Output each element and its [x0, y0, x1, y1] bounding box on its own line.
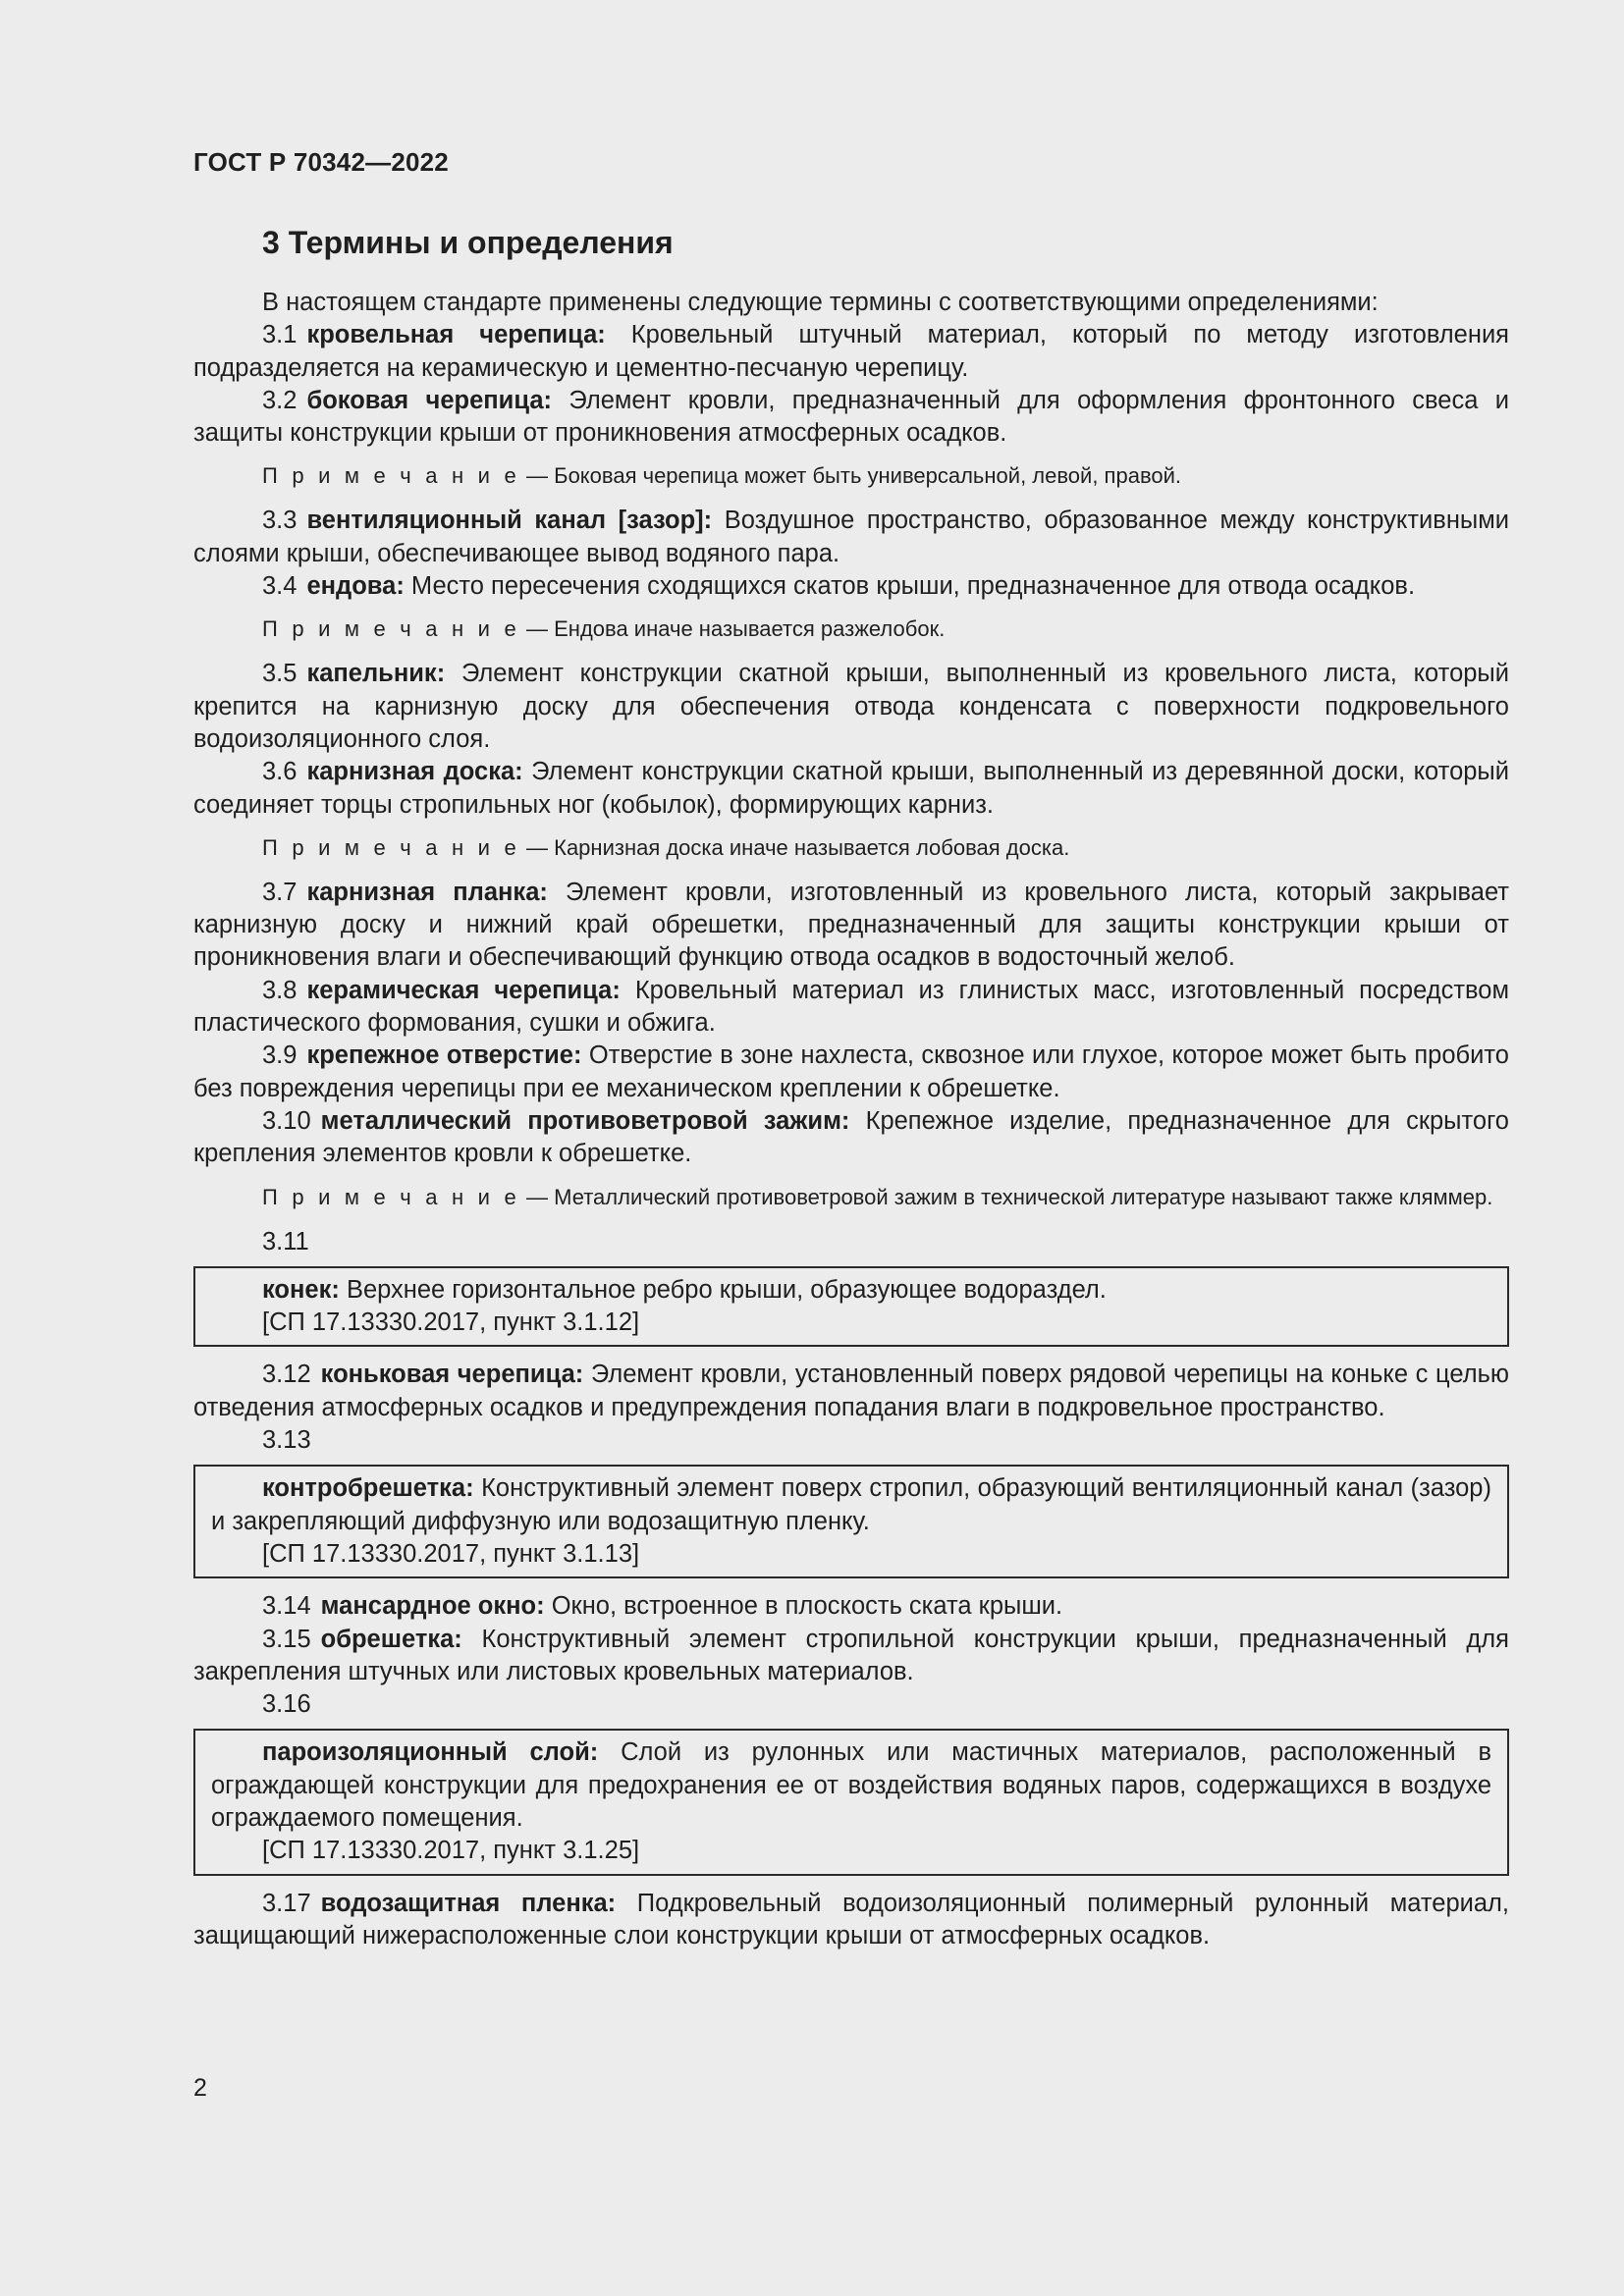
term-number: 3.17 — [262, 1889, 311, 1917]
term-number: 3.7 — [262, 878, 298, 906]
quoted-term-box — [193, 1729, 1509, 1875]
term-definition: Кровельный материал из глинистых масс, изготовленный посредством пластического формования, сушки и обжига. — [193, 976, 1509, 1038]
intro-paragraph: В настоящем стандарте применены следующие термины с соответствующими определениями: — [262, 289, 1379, 316]
term-definition: Место пересечения сходящихся скатов крыши, предназначенное для отвода осадков. — [410, 572, 1416, 601]
note — [193, 1182, 1509, 1212]
term-entry — [193, 756, 1509, 822]
term-number: 3.8 — [262, 976, 298, 1004]
term-name: карнизная планка: — [306, 878, 548, 906]
term-name: кровельная черепица: — [306, 321, 606, 349]
term-entry — [193, 1040, 1509, 1105]
term-number: 3.3 — [262, 507, 298, 535]
term-definition: Элемент кровли, изготовленный из кровельного листа, который закрывает карнизную доску и нижний край обрешетки, предназначенный для защиты конструкции крыши от проникновения влаги и обеспечивающий функцию отвода осадков в водосточный желоб. — [193, 878, 1509, 972]
term-number: 3.2 — [262, 386, 298, 414]
term-number: 3.1 — [262, 321, 298, 349]
term-number: 3.10 — [262, 1106, 311, 1135]
term-name: контробрешетка: — [262, 1474, 474, 1503]
term-definition: Элемент конструкции скатной крыши, выполненный из кровельного листа, который крепится на карнизную доску для обеспечения отвода конденсата с поверхности подкровельного водоизоляционного слоя. — [193, 660, 1510, 753]
term-name: вентиляционный канал [зазор]: — [306, 507, 713, 535]
note — [193, 460, 1509, 491]
term-name: конек: — [262, 1275, 340, 1304]
term-entry — [211, 1472, 1491, 1538]
term-name: металлический противоветровой зажим: — [320, 1106, 850, 1135]
note-text: — Карнизная доска иначе называется лобовая доска. — [526, 834, 1070, 860]
term-entry — [193, 1624, 1509, 1689]
term-entry — [193, 1590, 1509, 1623]
term-entry — [193, 877, 1509, 975]
term-entry — [193, 505, 1509, 570]
term-definition: Элемент кровли, установленный поверх рядовой черепицы на коньке с целью отведения атмосферных осадков и предупреждения попадания влаги в подкровельное пространство. — [193, 1361, 1510, 1421]
term-source: [СП 17.13330.2017, пункт 3.1.25] — [262, 1837, 640, 1865]
term-entry — [193, 1888, 1509, 1953]
term-entry — [211, 1736, 1491, 1835]
term-name: боковая черепица: — [306, 386, 553, 414]
term-definition: Кровельный штучный материал, который по методу изготовления подразделяется на керамическую и цементно-песчаную черепицу. — [193, 321, 1509, 382]
term-entry — [193, 1105, 1509, 1171]
note-text: — Ендова иначе называется разжелобок. — [526, 616, 946, 642]
term-number: 3.13 — [262, 1426, 311, 1455]
term-number: 3.16 — [262, 1690, 311, 1719]
term-name: коньковая черепица: — [320, 1361, 584, 1389]
term-name: пароизоляционный слой: — [262, 1738, 599, 1767]
term-number: 3.5 — [262, 660, 298, 688]
term-entry — [193, 1359, 1509, 1424]
term-definition: Элемент конструкции скатной крыши, выполненный из деревянной доски, который соединяет торцы стропильных ног (кобылок), формирующих карниз. — [193, 758, 1510, 819]
term-name: обрешетка: — [320, 1625, 462, 1653]
term-name: керамическая черепица: — [306, 976, 621, 1004]
term-entry — [193, 570, 1509, 603]
note — [193, 614, 1509, 644]
term-name: крепежное отверстие: — [306, 1041, 582, 1070]
note-label: П р и м е ч а н и е — [262, 616, 520, 642]
term-name: ендова: — [306, 572, 405, 601]
section-title: 3 Термины и определения — [262, 225, 674, 260]
term-number: 3.15 — [262, 1625, 311, 1653]
term-entry — [193, 385, 1509, 451]
term-entry — [211, 1274, 1491, 1307]
term-definition: Воздушное пространство, образованное между конструктивными слоями крыши, обеспечивающее вывод водяного пара. — [193, 507, 1510, 567]
term-definition: Конструктивный элемент стропильной конструкции крыши, предназначенный для закрепления штучных или листовых кровельных материалов. — [193, 1625, 1509, 1685]
term-definition: Окно, встроенное в плоскость ската крыши. — [551, 1592, 1063, 1621]
document-page — [193, 0, 1509, 2296]
note-label: П р и м е ч а н и е — [262, 1184, 520, 1209]
note-text: — Боковая черепица может быть универсальной, левой, правой. — [526, 463, 1182, 489]
term-number: 3.4 — [262, 572, 298, 601]
term-source: [СП 17.13330.2017, пункт 3.1.13] — [262, 1539, 640, 1568]
term-name: мансардное окно: — [320, 1592, 545, 1621]
document-header: ГОСТ Р 70342—2022 — [193, 147, 449, 177]
term-number: 3.11 — [262, 1227, 309, 1255]
document-body — [193, 287, 1509, 1952]
term-name: карнизная доска: — [306, 758, 523, 786]
term-number: 3.6 — [262, 758, 298, 786]
page-number: 2 — [193, 2074, 207, 2102]
term-definition: Элемент кровли, предназначенный для оформления фронтонного свеса и защиты конструкции крыши от проникновения атмосферных осадков. — [193, 386, 1509, 448]
term-definition: Слой из рулонных или мастичных материалов, расположенный в ограждающей конструкции для предохранения ее от воздействия водяных паров, содержащихся в воздухе ограждаемого помещения. — [211, 1738, 1491, 1832]
term-source: [СП 17.13330.2017, пункт 3.1.12] — [262, 1308, 640, 1337]
term-entry — [193, 319, 1509, 385]
term-number: 3.9 — [262, 1041, 298, 1070]
term-definition: Отверстие в зоне нахлеста, сквозное или глухое, которое может быть пробито без повреждения черепицы при ее механическом креплении к обрешетке. — [193, 1041, 1509, 1102]
note-text: — Металлический противоветровой зажим в технической литературе называют также кляммер. — [526, 1184, 1493, 1209]
term-definition: Верхнее горизонтальное ребро крыши, образующее водораздел. — [346, 1275, 1107, 1304]
note — [193, 832, 1509, 863]
term-number: 3.12 — [262, 1361, 311, 1389]
term-entry — [193, 975, 1509, 1041]
note-label: П р и м е ч а н и е — [262, 463, 520, 489]
note-label: П р и м е ч а н и е — [262, 834, 520, 860]
term-name: капельник: — [306, 660, 446, 688]
term-definition: Подкровельный водоизоляционный полимерный рулонный материал, защищающий нижерасположенные слои конструкции крыши от атмосферных осадков. — [193, 1889, 1510, 1949]
quoted-term-box — [193, 1465, 1509, 1578]
quoted-term-box — [193, 1266, 1509, 1348]
term-definition: Конструктивный элемент поверх стропил, образующий вентиляционный канал (зазор) и закрепляющий диффузную или водозащитную пленку. — [211, 1474, 1491, 1535]
term-definition: Крепежное изделие, предназначенное для скрытого крепления элементов кровли к обрешетке. — [193, 1106, 1509, 1168]
term-entry — [193, 658, 1509, 756]
term-number: 3.14 — [262, 1592, 311, 1621]
term-name: водозащитная пленка: — [320, 1889, 617, 1917]
